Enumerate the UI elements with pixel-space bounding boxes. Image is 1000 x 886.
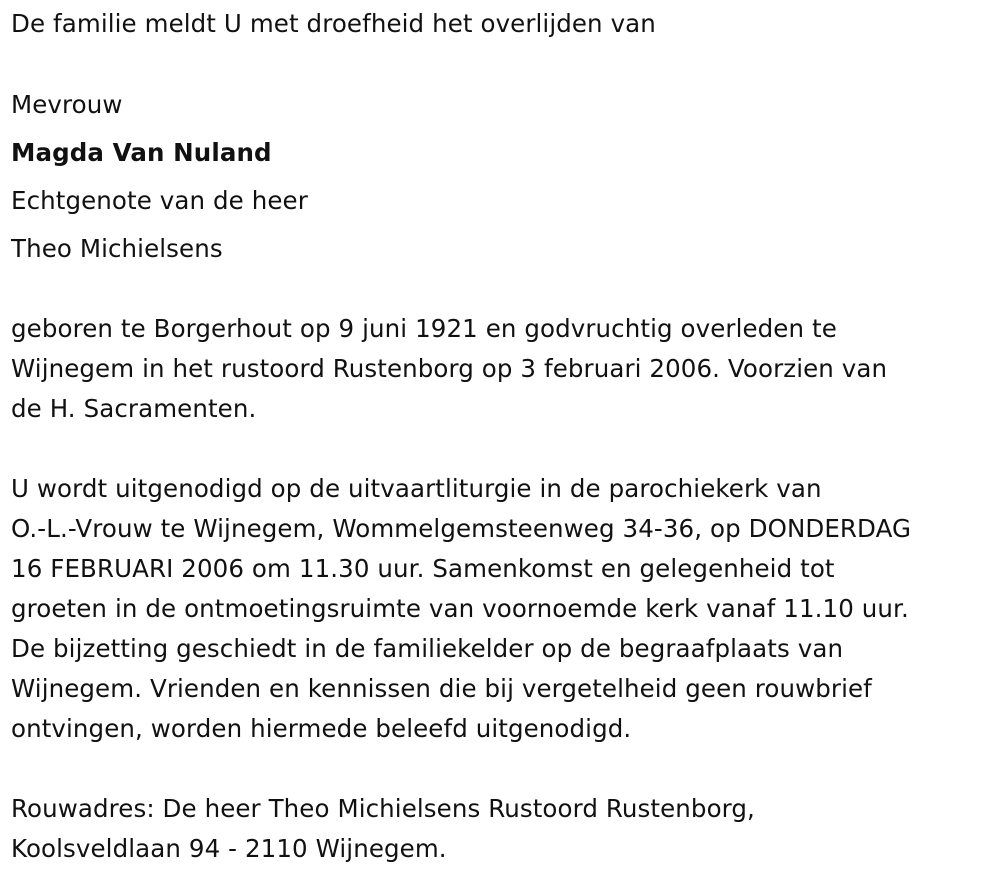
intro-text: De familie meldt U met droefheid het overlijden van: [11, 9, 656, 38]
funeral-line: 16 FEBRUARI 2006 om 11.30 uur. Samenkomst en gelegenheid tot: [11, 554, 835, 583]
salutation: Mevrouw: [11, 90, 123, 119]
mourning-address-line: Rouwadres: De heer Theo Michielsens Rustoord Rustenborg,: [11, 794, 755, 823]
funeral-line: Wijnegem. Vrienden en kennissen die bij vergetelheid geen rouwbrief: [11, 674, 872, 703]
spouse-name: Theo Michielsens: [11, 234, 223, 263]
birth-death-line: de H. Sacramenten.: [11, 394, 257, 423]
funeral-line: ontvingen, worden hiermede beleefd uitgenodigd.: [11, 714, 632, 743]
birth-death-line: Wijnegem in het rustoord Rustenborg op 3 februari 2006. Voorzien van: [11, 354, 888, 383]
mourning-address-line: Koolsveldlaan 94 - 2110 Wijnegem.: [11, 834, 447, 863]
birth-death-line: geboren te Borgerhout op 9 juni 1921 en godvruchtig overleden te: [11, 314, 837, 343]
funeral-line: U wordt uitgenodigd op de uitvaartliturgie in de parochiekerk van: [11, 474, 822, 503]
funeral-line: groeten in de ontmoetingsruimte van voornoemde kerk vanaf 11.10 uur.: [11, 594, 909, 623]
relation-text: Echtgenote van de heer: [11, 186, 308, 215]
deceased-name: Magda Van Nuland: [11, 138, 272, 167]
funeral-line: De bijzetting geschiedt in de familiekelder op de begraafplaats van: [11, 634, 844, 663]
funeral-line: O.-L.-Vrouw te Wijnegem, Wommelgemsteenweg 34-36, op DONDERDAG: [11, 514, 912, 543]
